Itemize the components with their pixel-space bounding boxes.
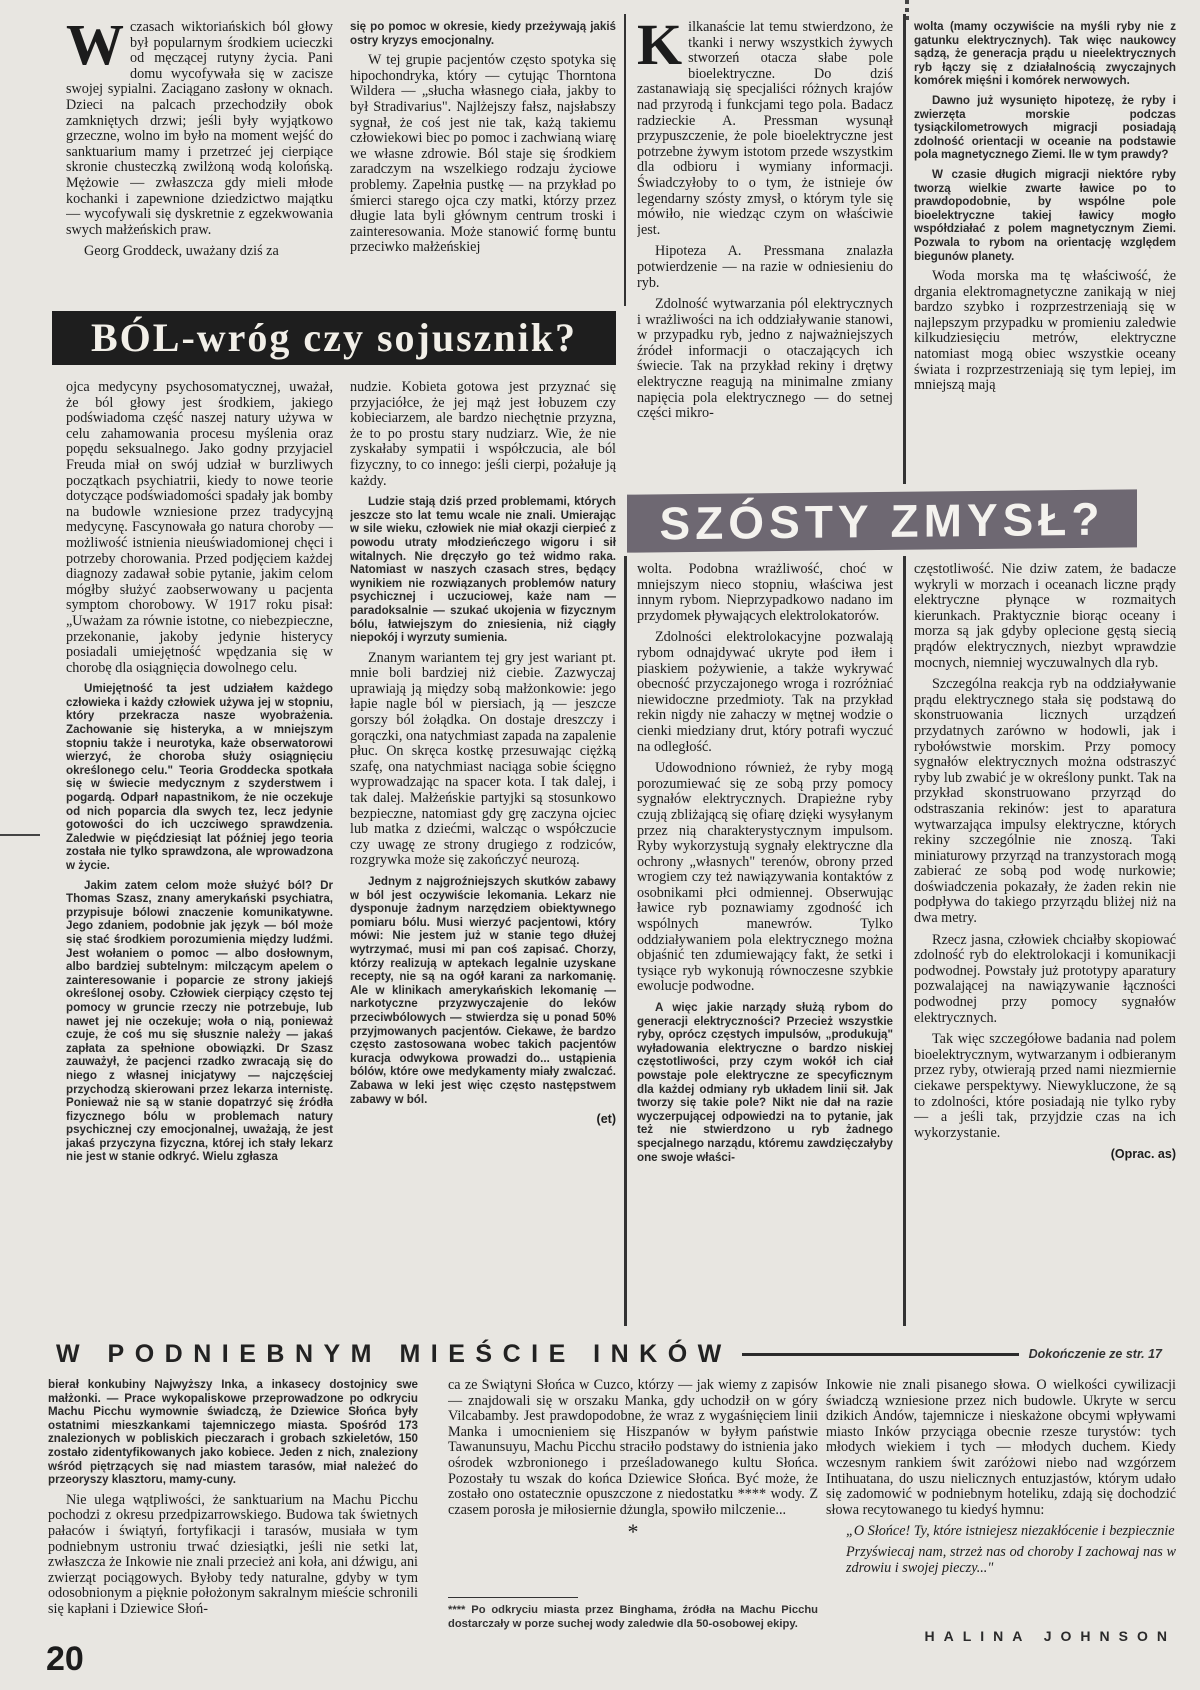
paragraph: Jednym z najgroźniejszych skutków zabawy w ból jest oczywiście lekomania. Lekarz nie dysponuje żadnym narzędziem obiektywnego pomiaru bólu. Musi wierzyć pacjentowi, który mówi: Nie jestem już w stanie tego dłużej wytrzymać, musi mi pan coś zapisać. Chorzy, którzy realizują w aptekach legalnie uzyskane recepty, nie są na ogół karani za narkomanię. Ale w klinikach amerykańskich lekomanię — narkotyczne przyzwyczajenie do leków przeciwbólowych — stwierdza się u ponad 50% przyjmowanych pacjentów. Ciekawe, że bardzo często zastosowana wobec takich pacjentów kuracja odwykowa prowadzi do... ustąpienia bólów, które owe medykamenty miały zwalczać. Zabawa w leki jest więc często następstwem zabawy w ból. <box>350 875 616 1106</box>
inkow-col1 <box>48 1378 418 1628</box>
paragraph: Szczególna reakcja ryb na oddziaływanie prądu elektrycznego stała się podstawą do skonstruowania licznych urządzeń przydatnych zarówno w hodowli, jak i rybołówstwie morskim. Przy pomocy sygnałów elektrycznych można odstraszyć ryby lub zwabić je w określony punkt. Tak na przykład skonstruowano przyrząd do odstraszania rekinów: jest to aparatura wytwarzająca impulsy elektryczne, których rekiny szczególnie nie znoszą. Taki miniaturowy przyrząd na tranzystorach mogą zabierać ze sobą pod wodę nurkowie; doświadczenia pokazały, że żaden rekin nie podpływa do takiego przyrządu bliżej niż na dwa metry. <box>914 676 1176 927</box>
section-star: * <box>627 1519 639 1545</box>
szosty-dropcap: K <box>637 20 683 77</box>
paragraph: Zdolności elektrolokacyjne pozwalają rybom odnajdywać ukryte pod iłem i piaskiem pożywienie, a także wykrywać obecność przyczajonego wroga i rozróżniać niewidoczne przedmioty. Tak na przykład rekin nigdy nie zahaczy w mętnej wodzie o cienki miedziany drut, który potrafi wyczuć na odległość. <box>637 629 893 755</box>
inkow-col3 <box>826 1378 1176 1624</box>
paragraph: Rzecz jasna, człowiek chciałby skopiować zdolność ryb do elektrolokacji i komunikacji podwodnej. Powstały już prototypy aparatury pozwalającej na nawiązywanie łączności podwodnej przy pomocy sygnałów elektrycznych. <box>914 931 1176 1026</box>
szosty-col3-top <box>637 20 893 482</box>
paragraph: W tej grupie pacjentów często spotyka się hipochondryka, który — cytując Thorntona Wildera — „słucha własnego ciała, jakby to był Stradivarius". Najlżejszy fałsz, najsłabszy sygnał, że coś jest nie tak, każą takiemu człowiekowi biec po pomoc i zachwianą wiarę we własne zdrowie. Ból staje się środkiem zaradczym na wszelkiego rodzaju życiowe problemy. Zapełnia pustkę — na przykład po śmierci starego ojca czy matki, którzy przez długie lata byli głównym centrum troski i zainteresowania. Może stanowić formę buntu przeciwko małżeńskiej <box>350 52 616 256</box>
paragraph: Tak więc szczegółowe badania nad polem bioelektrycznym, wytwarzanym i odbieranym przez ryby, otwierają przed nami niezmiernie ciekawe perspektywy. Niewykluczone, że są to zdolności, które posiadają nie tylko ryby — a jeśli tak, przyjdzie czas na ich wykorzystanie. <box>914 1031 1176 1141</box>
paragraph: Ludzie stają dziś przed problemami, których jeszcze sto lat temu wcale nie znali. Umierając w sile wieku, człowiek nie miał okazji cierpieć z powodu utraty młodzieńczego wigoru i sił witalnych. Nie dręczyło go też widmo raka. Natomiast w naszych czasach stres, będący wynikiem nie rozwiązanych problemów natury psychicznej i uczuciowej, każe nam — paradoksalnie — szukać ukojenia w fizycznym bólu, łatwiejszym do zniesienia, niż ciągły niepokój i wyrzuty sumienia. <box>350 495 616 645</box>
paragraph: ojca medycyny psychosomatycznej, uważał, że ból głowy jest środkiem, jakiego podświadoma część naszej natury używa w celu zahamowania procesu myślenia oraz popędu seksualnego. Jako godny przyjaciel Freuda miał on swój udział w burzliwych początkach psychiatrii, kiedy to nowe teorie dotyczące podświadomości spadały jak bomby na budowle wzniesione przez tradycyjną medycynę. Fascynowała go natura choroby — możliwość istnienia nieuświadomionej chęci i potrzeby chorowania. Przed podjęciem każdej diagnozy zadawał sobie pytanie, jakim celom mógłby służyć zaobserwowany u pacjenta symptom chorobowy. W 1917 roku pisał: „Uważam za równie istotne, co niebezpieczne, przekonanie, jakoby jedynie histerycy posiadali umiejętność wpędzania się w chorobę dla osiągnięcia dowolnego celu. <box>66 380 333 676</box>
poem-stanza: Przyświecaj nam, strzeż nas od choroby I zachowaj nas w zdrowiu i swojej pieczy..." <box>846 1543 1176 1576</box>
paragraph: wolta. Podobna wrażliwość, choć w mniejszym nieco stopniu, właściwa jest innym rybom. Nieprzypadkowo nadano im przydomek pływających elektrolokatorów. <box>637 562 893 624</box>
inkow-title: W PODNIEBNYM MIEŚCIE INKÓW <box>30 1340 742 1369</box>
poem-stanza: „O Słońce! Ty, które istniejesz niezakłócenie i bezpiecznie <box>846 1523 1175 1540</box>
paragraph: W czasie długich migracji niektóre ryby tworzą wielkie zwarte ławice po to prawdopodobnie, by wspólne pole bioelektryczne takiej ławicy mogło współdziałać z polem magnetycznym Ziemi. Pozwala to rybom na orientację względem biegunów planety. <box>914 167 1176 263</box>
inkow-footnote: **** Po odkryciu miasta przez Binghama, źródła na Machu Picchu dostarczały w porze suchej wody zaledwie dla 50-osobowej ekipy. <box>448 1604 818 1630</box>
column-divider <box>624 556 627 1326</box>
inkow-header-band <box>30 1340 1170 1368</box>
szosty-signature: (Oprac. as) <box>1110 1147 1176 1162</box>
inkow-continuation: Dokończenie ze str. 17 <box>1019 1347 1170 1361</box>
paragraph: Zdolność wytwarzania pól elektrycznych i wrażliwości na ich oddziaływanie stanowi, w przypadku ryb, jedno z najważniejszych źródeł informacji o otaczających ich świecie. Tak na przykład rekiny i drętwy elektryczne reagują na minimalne zmiany napięcia pola elektrycznego — do setnej części mikro- <box>637 296 893 422</box>
paragraph: wolta (mamy oczywiście na myśli ryby nie z gatunku elektrycznych). Tak więc naukowcy sądzą, że generacja prądu u nieelektrycznych ryb łączy się z działalnością zwyczajnych komórek mięśni i komórek nerwowych. <box>914 20 1176 88</box>
paragraph: Udowodniono również, że ryby mogą porozumiewać się ze sobą przy pomocy sygnałów elektrycznych. Drapieżne ryby czują zbliżającą się ofiarę dzięki wysyłanym przez nią charakterystycznym impulsom. Ryby wykorzystują sygnały elektryczne dla ochrony „własnych" terenów, obrony przed wrogiem czy też nawiązywania kontaktów z osobnikami płci odmiennej. Obserwując ławice ryb poznawiamy zgodność ich wspólnych manewrów. Tylko oddziaływaniem pola elektrycznego można objaśnić ten zdumiewający fakt, że setki i tysiące ryb wykonują równoczesne szybkie ewolucje podwodne. <box>637 760 893 995</box>
bol-col2-top <box>350 20 616 296</box>
paragraph: się po pomoc w okresie, kiedy przeżywają jakiś ostry kryzys emocjonalny. <box>350 20 616 47</box>
paragraph: Umiejętność ta jest udziałem każdego człowieka i każdy człowiek używa jej w stopniu, który przekracza nasze wyobrażenia. Zachowanie się histeryka, a w mniejszym stopniu także i neurotyka, każe obserwatorowi wierzyć, że choroba służy osiągnięciu określonego celu." Teoria Groddecka spotkała się w świecie medycznym z szyderstwem i pogardą. Odparł napastnikom, że nie oczekuje od nich poparcia dla swych tez, lecz jedynie gotowości do ich uczciwego sprawdzenia. Zaledwie w pięćdziesiąt lat później jego teoria została nie tylko sprawdzona, ale wprowadzona w życie. <box>66 682 333 872</box>
page-number: 20 <box>46 1640 84 1678</box>
inkow-col2 <box>448 1378 818 1593</box>
paragraph: Georg Groddeck, uważany dziś za <box>84 243 279 260</box>
szosty-col4-top <box>914 20 1176 482</box>
szosty-col3-bottom <box>637 562 893 1324</box>
column-divider <box>624 14 626 306</box>
paragraph: Nie ulega wątpliwości, że sanktuarium na Machu Picchu pochodzi z okresu przedpizarrowskiego. Budowa tak świetnych pałaców i świątyń, fortyfikacji i tarasów, musiała w tym podniebnym ustroniu trwać dziesiątki, jeśli nie setki lat, zwłaszcza że Inkowie nie znali przecież ani koła, ani dźwigu, ani zwierząt pociągowych. Byłoby tedy naturalne, gdyby w tym odosobnionym a pięknie położonym sakralnym mieście schronili się kapłani i Dziewice Słoń- <box>48 1491 418 1617</box>
bol-col2-bottom <box>350 380 616 1324</box>
margin-mark <box>0 834 40 836</box>
paragraph: częstotliwość. Nie dziw zatem, że badacze wykryli w morzach i oceanach liczne prądy elektryczne płynące w rozmaitych kierunkach. Praktycznie biorąc oceany i morza są jak gdyby oplecione gęstą siecią prądów elektrycznych, niezbyt wprawdzie mocnych, niemniej wyczuwalnych dla ryb. <box>914 562 1176 671</box>
bol-col1-top <box>66 20 333 296</box>
paragraph: nudzie. Kobieta gotowa jest przyznać się przyjaciółce, że jej mąż jest łobuzem czy kobieciarzem, ale bardzo niechętnie przyzna, że to po prostu stary nudziarz. Wie, że nie zyskałaby sympatii i współczucia, ale ból fizyczny, to co innego: jeśli cierpi, pożałuje ją każdy. <box>350 380 616 489</box>
column-divider <box>903 14 906 484</box>
bol-dropcap: W <box>66 20 124 77</box>
paragraph: Znanym wariantem tej gry jest wariant pt. mnie boli bardziej niż ciebie. Zazwyczaj uprawiają ją między sobą małżonkowie: jego łapie nagle ból w piersiach, ją — jeszcze gorszy ból żołądka. On dostaje dreszczy i gorączki, ona natychmiast zapada na zapalenie płuc. On skręca kostkę przesuwając ciężką szafę, ona natychmiast naciąga sobie ścięgno wyprowadzając na spacer kota. I tak dalej, i tak dalej. Małżeńskie partyjki są stosunkowo bezpieczne, natomiast gdy grę zaczyna ojciec lub matka z dziećmi, walcząc o współczucie czy uwagę ze strony drugiego z rodziców, rozgrywka może się zakończyć neurozą. <box>350 649 616 869</box>
column-divider <box>903 556 906 1326</box>
paragraph: czasach wiktoriańskich ból głowy był popularnym środkiem ucieczki od męczącej rutyny życia. Pani domu wycofywała się w zacisze swojej sypialni. Zaciągano zasłony w oknach. Dzieci na palcach przechodziły obok zamkniętych drzwi; jeśli były wyjątkowo grzeczne, wolno im było na moment wejść do sanktuarium mamy i przetrzeć jej cierpiące skronie chusteczką zwilżoną wodą kolońską. Mężowie — zwłaszcza gdy mieli młode kochanki i zapewnione dziedzictwo majątku — wycofywali się dyskretnie z egzekwowania swych małżeńskich praw. <box>66 20 333 238</box>
paragraph: A więc jakie narządy służą rybom do generacji elektryczności? Przecież wszystkie ryby, oprócz częstych impulsów, „produkują" wyładowania elektryczne o bardzo niskiej częstotliwości, przy czym wokół ich ciał powstaje pole elektryczne ze specyficznym dla każdej odmiany ryb układem linii sił. Jak tworzy się takie pole? Nikt nie dał na razie wyczerpującej odpowiedzi na to pytanie, jak też nie stwierdzono u ryb żadnego specjalnego narządu, któremu zawdzięczałyby one swoje właści- <box>637 1001 893 1164</box>
bol-title-banner: BÓL-wróg czy sojusznik? <box>52 311 616 365</box>
paragraph: Dawno już wysunięto hipotezę, że ryby i zwierzęta morskie podczas tysiąckilometrowych migracji posiadają zdolność orientacji w oceanie na podstawie pola magnetycznego Ziemi. Ile w tym prawdy? <box>914 93 1176 162</box>
footnote-rule <box>448 1597 578 1598</box>
paragraph: ilkanaście lat temu stwierdzono, że tkanki i nerwy wszystkich żywych stworzeń otacza słabe pole bioelektryczne. Do dziś zastanawiają się specjaliści różnych krajów nad przyrodą i funkcjami tego pola. Badacz radzieckie A. Pressman wysunął przypuszczenie, że pole bioelektryczne jest potrzebne żywym istotom przede wszystkim dla odbioru i wymiany informacji. Świadczyłoby to o tym, że istnieje ów legendarny szósty zmysł, o którym tyle się mówiło, nie wiedząc czym on właściwie jest. <box>637 20 893 238</box>
szosty-col4-bottom <box>914 562 1176 1324</box>
szosty-title-banner: SZÓSTY ZMYSŁ? <box>627 489 1137 552</box>
paragraph: Jakim zatem celom może służyć ból? Dr Thomas Szasz, znany amerykański psychiatra, przypisuje bólowi znaczenie komunikatywne. Jego zdaniem, podobnie jak język — ból może się stać środkiem porozumienia między ludźmi. Jest wołaniem o pomoc — albo dosłownym, albo bardziej subtelnym: milczącym apelem o zainteresowanie i poparcie ze strony jakiejś określonej osoby. Człowiek cierpiący często tej pomocy w gruncie rzeczy nie potrzebuje, lub nawet jej nie oczekuje; woła o nią, ponieważ czuje, że coś mu się słusznie należy — jakaś zapłata za spełnione obowiązki. Dr Szasz zauważył, że pacjenci rzadko zwracają się do niego z własnej inicjatywy — najczęściej przychodzą skierowani przez lekarza internistę. Ponieważ nie są w stanie dopatrzyć się źródła fizycznego bólu w problemach natury psychicznej czy emocjonalnej, uważają, że jest jakaś przyczyna fizyczna, której ich stały lekarz nie jest w stanie odkryć. Wielu zgłasza <box>66 878 333 1164</box>
bol-signature: (et) <box>596 1112 616 1127</box>
bol-col1-bottom <box>66 380 333 1324</box>
paragraph: bierał konkubiny Najwyższy Inka, a inkasecy dostojnicy swe małżonki. — Prace wykopaliskowe przeprowadzone po odkryciu Machu Picchu wymownie świadczą, że Dziewice Słońca były ostatnimi mieszkankami tajemniczego miasta. Spośród 173 znalezionych w pobliskich pieczarach i grobach szkieletów, 150 zostało zidentyfikowanych jako kobiece. Jeden z nich, znaleziony wśród piętrzących się nad miastem tarasów, miał należeć do przeoryszy klasztoru, mamy-cuny. <box>48 1378 418 1487</box>
paragraph: ca ze Świątyni Słońca w Cuzco, którzy — jak wiemy z zapisów — znajdowali się w orszaku Manka, gdy uchodził on w góry Vilcabamby. Jest prawdopodobne, że wraz z wygaśnięciem linii Manka i umocnieniem się Hiszpanów w byłym państwie Tawanunsuyu, Machu Picchu straciło podstawy do istnienia jako ośrodek wzbronionego i prześladowanego kultu Słońca. Pozostały tu wszak do końca Dziewice Słońca. Być może, że zostało ono ostatecznie opuszczone z niedostatku **** wody. Z czasem porosła je miłosiernie dżungla, spowiło milczenie... <box>448 1378 818 1518</box>
paragraph: Woda morska ma tę właściwość, że drgania elektromagnetyczne zanikają w niej bardzo szybko i rozprzestrzeniają się w najlepszym przypadku w promieniu zaledwie kilkudziesięciu metrów, elektryczne natomiast mogą obiec wszystkie oceany świata i rozprzestrzeniają się tym lepiej, im mniejszą mają <box>914 268 1176 394</box>
paragraph: Inkowie nie znali pisanego słowa. O wielkości cywilizacji świadczą wzniesione przez nich budowle. Ukryte w sercu dzikich Andów, tajemnicze i nieskażone obcymi wpływami miasto Inków przyciąga obecnie rzesze turystów: tych młodych wiekiem i tych — młodych duchem. Kiedy wczesnym rankiem świt zaróżowi niebo nad wzgórzem Intihuatana, do uszu nielicznych entuzjastów, którym udało się zadomowić w podniebnym hoteliku, zdają się dochodzić słowa recytowanego tu kiedyś hymnu: <box>826 1378 1176 1518</box>
paragraph: Hipoteza A. Pressmana znalazła potwierdzenie — na razie w odniesieniu do ryb. <box>637 243 893 291</box>
hymn-poem <box>826 1524 1176 1576</box>
inkow-author: HALINA JOHNSON <box>924 1628 1176 1644</box>
